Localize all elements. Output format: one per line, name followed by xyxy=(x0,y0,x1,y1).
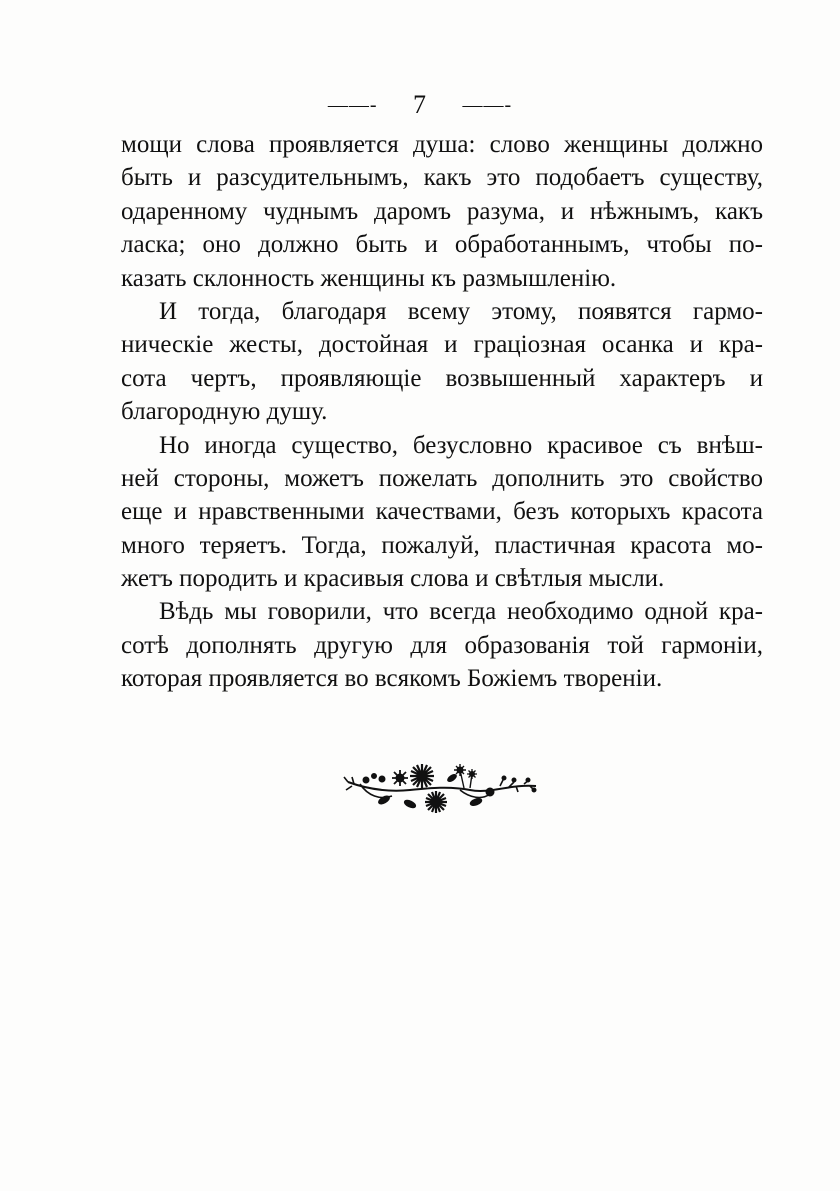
page-header xyxy=(0,88,840,120)
text-line: благородную душу. xyxy=(121,398,328,426)
text-line: которая проявляется во всякомъ Божіемъ твореніи. xyxy=(121,665,663,693)
text-line: ническіе жесты, достойная и граціозная осанка и кра- xyxy=(121,331,763,359)
page-number: 7 xyxy=(413,90,427,120)
text-line: быть и разсудительнымъ, какъ это подобаетъ существу, xyxy=(121,164,763,192)
text-line: еще и нравственными качествами, безъ которыхъ красота xyxy=(121,498,763,526)
text-line: казать склонность женщины къ размышленію. xyxy=(121,264,617,292)
text-line: Но иногда существо, безусловно красивое съ внѣш- xyxy=(159,431,763,459)
text-line: мощи слова проявляется душа: слово женщины должно xyxy=(121,131,763,158)
text-line: Вѣдь мы говорили, что всегда необходимо одной кра- xyxy=(159,598,763,626)
text-line: сота чертъ, проявляющіе возвышенный характеръ и xyxy=(121,364,763,392)
text-line: жетъ породить и красивыя слова и свѣтлыя мысли. xyxy=(121,565,665,593)
text-line: ласка; оно должно быть и обработаннымъ, чтобы по- xyxy=(121,231,763,259)
text-line: И тогда, благодаря всему этому, появятся гармо- xyxy=(159,297,763,325)
header-right-dash: ——- xyxy=(462,94,513,117)
header-left-dash: ——- xyxy=(327,94,378,117)
text-line: сотѣ дополнять другую для образованія той гармоніи, xyxy=(121,631,763,659)
body-text xyxy=(121,128,763,696)
text-line: много теряетъ. Тогда, пожалуй, пластичная красота мо- xyxy=(121,531,763,559)
text-line: одаренному чуднымъ даромъ разума, и нѣжнымъ, какъ xyxy=(121,197,763,225)
floral-vignette-icon xyxy=(340,760,540,820)
text-line: ней стороны, можетъ пожелать дополнить это свойство xyxy=(121,464,763,492)
